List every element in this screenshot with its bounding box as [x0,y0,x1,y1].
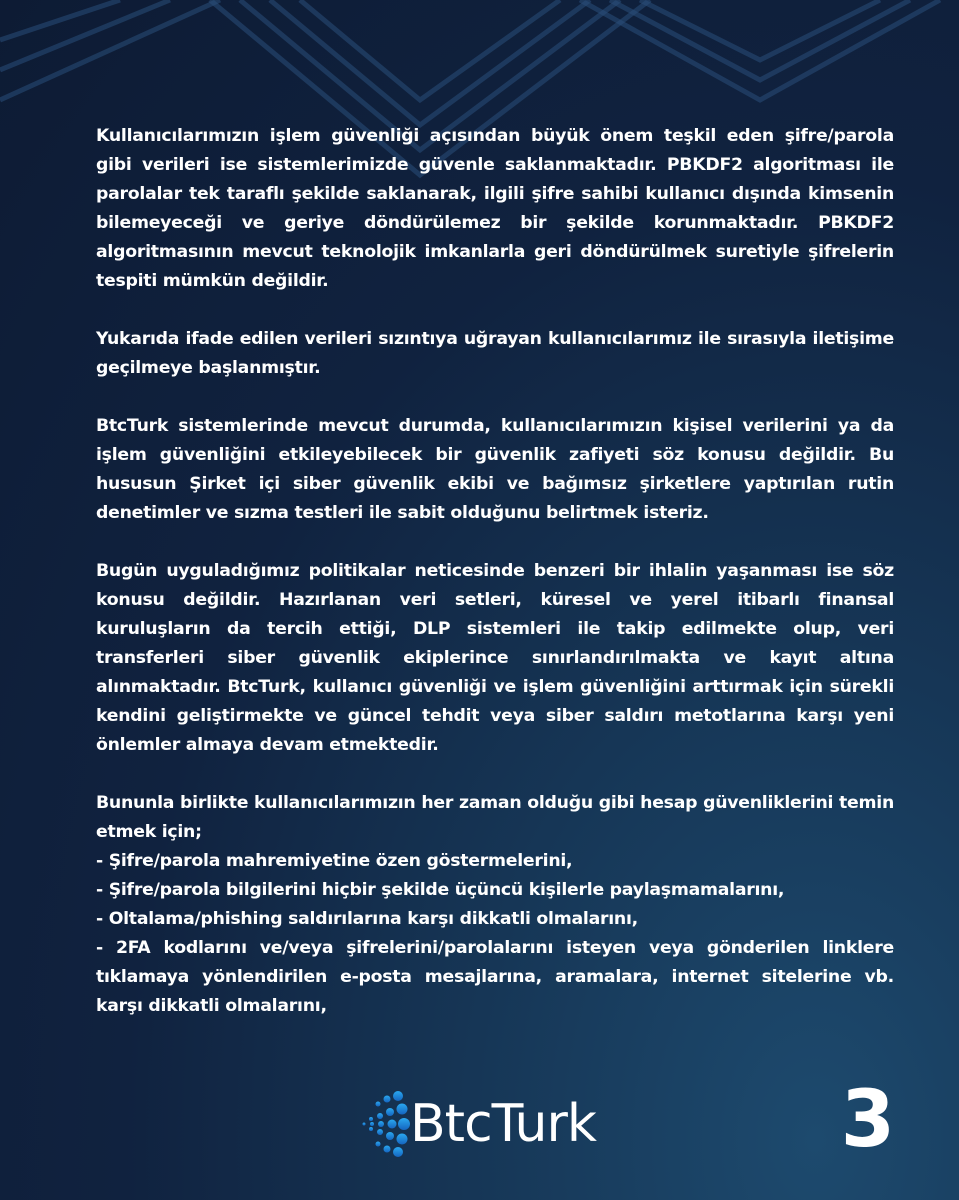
list-intro: Bununla birlikte kullanıcılarımızın her zaman olduğu gibi hesap güvenliklerini temin etmek için; [96,793,894,842]
paragraph-policies: Bugün uyguladığımız politikalar neticesinde benzeri bir ihlalin yaşanması ise söz konusu değildir. Hazırlanan veri setleri, küresel ve yerel itibarlı finansal kuruluşların da tercih ettiği, DLP sistemleri ile takip edilmekte olup, veri transferleri siber güvenlik ekiplerince sınırlandırılmakta ve kayıt altına alınmaktadır. BtcTurk, kullanıcı güvenliği ve işlem güvenliğini arttırmak için sürekli kendini geliştirmekte ve güncel tehdit veya siber saldırı metotlarına karşı yeni önlemler almaya devam etmektedir. [96,561,894,755]
list-item: - Şifre/parola bilgilerini hiçbir şekilde üçüncü kişilerle paylaşmamalarını, [96,880,785,900]
brand-name: BtcTurk [410,1094,596,1154]
page-number: 3 [840,1075,895,1165]
security-tips-list [96,847,894,1021]
btcturk-logo [352,1088,596,1160]
announcement-body [96,122,894,1021]
list-item: - Oltalama/phishing saldırılarına karşı dikkatli olmalarını, [96,909,638,929]
paragraph-no-vulnerability: BtcTurk sistemlerinde mevcut durumda, kullanıcılarımızın kişisel verilerini ya da işlem güvenliğini etkileyebilecek bir güvenlik zafiyeti söz konusu değildir. Bu hususun Şirket içi siber güvenlik ekibi ve bağımsız şirketlere yaptırılan rutin denetimler ve sızma testleri ile sabit olduğunu belirtmek isteriz. [96,416,894,523]
btcturk-logo-icon [352,1088,410,1160]
list-item: - Şifre/parola mahremiyetine özen göstermelerini, [96,851,573,871]
paragraph-contact-users: Yukarıda ifade edilen verileri sızıntıya uğrayan kullanıcılarımız ile sırasıyla iletişime geçilmeye başlanmıştır. [96,329,894,378]
list-item: - 2FA kodlarını ve/veya şifrelerini/parolalarını isteyen veya gönderilen linklere tıklamaya yönlendirilen e-posta mesajlarına, aramalara, internet sitelerine vb. karşı dikkatli olmalarını, [96,938,894,1016]
paragraph-password-storage: Kullanıcılarımızın işlem güvenliği açısından büyük önem teşkil eden şifre/parola gibi verileri ise sistemlerimizde güvenle saklanmaktadır. PBKDF2 algoritması ile parolalar tek taraflı şekilde saklanarak, ilgili şifre sahibi kullanıcı dışında kimsenin bilemeyeceği ve geriye döndürülemez bir şekilde korunmaktadır. PBKDF2 algoritmasının mevcut teknolojik imkanlarla geri döndürülmek suretiyle şifrelerin tespiti mümkün değildir. [96,126,894,291]
